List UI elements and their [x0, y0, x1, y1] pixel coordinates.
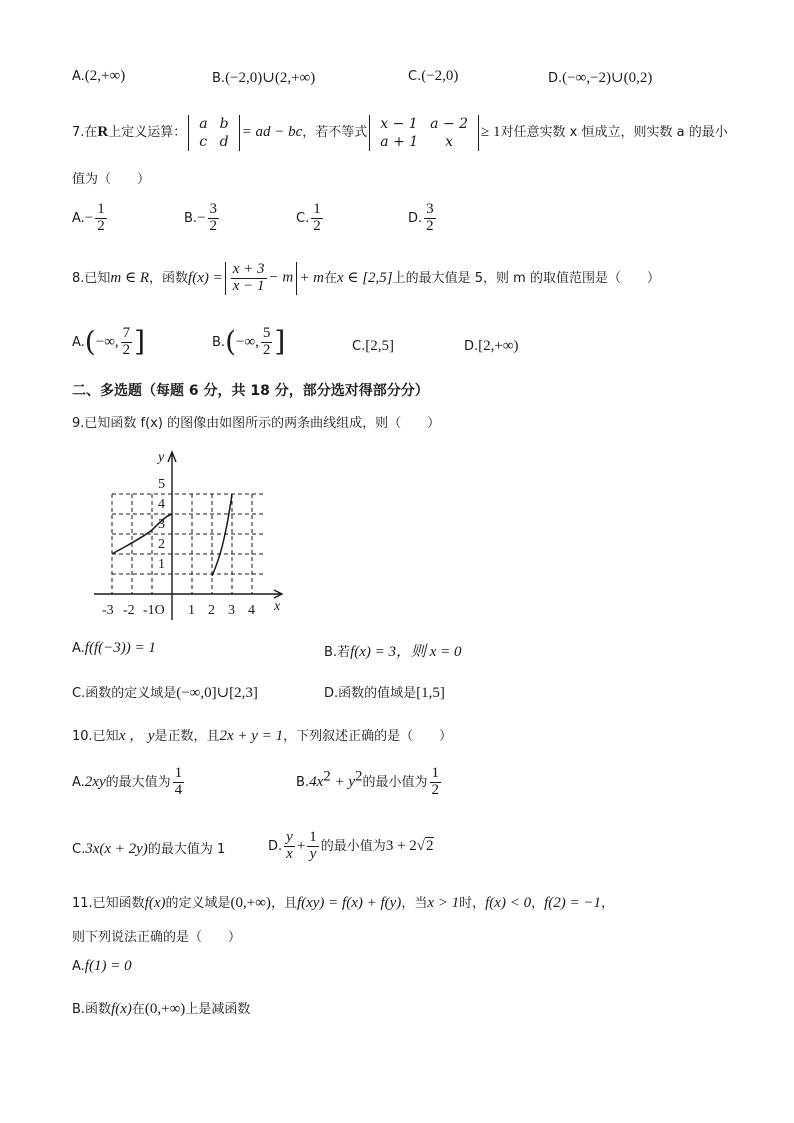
q7-option-b-frac: $\frac{3}{2}$ [209, 201, 218, 234]
q9-option-b-label: B.若 [324, 645, 351, 660]
q7-option-a-frac: $\frac{1}{2}$ [97, 201, 105, 234]
q9-option-a-expr: f(f(−3)) = 1 [84, 640, 156, 656]
q9-option-a-label: A. [72, 641, 85, 656]
q7-mid: ，若不等式 [302, 125, 368, 140]
q10-option-a-frac: $\frac{1}{4}$ [174, 765, 183, 798]
q7-eq: = ad − bc [241, 124, 303, 140]
q10-option-d-label: D. [268, 838, 283, 854]
q7-option-a-label: A. [72, 210, 85, 226]
q9-x-tick: 4 [248, 603, 255, 618]
q10-condition: 2x + y = 1 [219, 728, 284, 744]
q8-m-in-R: m ∈ R [110, 269, 150, 286]
q7-set-R: R [97, 124, 109, 140]
q6-option-c-expr: (−2,0) [421, 68, 459, 84]
q7-define: 上定义运算： [108, 125, 187, 140]
q7-option-b-label: B. [184, 210, 198, 226]
q10-option-c-label: C. [72, 842, 86, 857]
q10-option-b-frac: $\frac{1}{2}$ [431, 765, 440, 798]
q9-y-tick: 3 [158, 517, 165, 532]
q9-option-d-expr: [1,5] [416, 685, 445, 701]
q7-option-c-frac: $\frac{1}{2}$ [313, 201, 321, 234]
q8-abs: $\frac{x + 3}{x - 1}$ − m [225, 262, 298, 295]
q10-option-a-label: A. [72, 774, 85, 790]
q7-tail: 对任意实数 x 恒成立，则实数 a 的最小 [500, 125, 728, 140]
q7-determinant: a b c d [188, 115, 239, 151]
q8-interval: x ∈ [2,5] [336, 269, 393, 286]
q8-option-a-label: A. [72, 334, 85, 350]
q9-option-c-expr: (−∞,0]∪[2,3] [176, 685, 258, 701]
q6-option-d-expr: (−∞,−2)∪(0,2) [562, 70, 653, 86]
q9-x-tick: 2 [208, 603, 215, 618]
q8-fx: f(x) = [188, 269, 223, 286]
q9-option-b-expr: f(x) = 3，则 x = 0 [350, 644, 462, 660]
q6-option-d-label: D. [548, 71, 563, 86]
q6-option-a-expr: (2,+∞) [84, 68, 126, 84]
q9-y-tick: 2 [158, 537, 165, 552]
q8-option-d-label: D. [464, 339, 479, 354]
q10-option-b-label: B. [296, 774, 310, 790]
q9-y-tick: 4 [158, 497, 165, 512]
q7-option-d-label: D. [408, 210, 423, 226]
q9-x-tick: 3 [228, 603, 235, 618]
q7-ineq: ≥ 1 [481, 124, 501, 140]
q6-option-a-label: A. [72, 69, 85, 84]
q8-option-c-label: C. [352, 339, 366, 354]
q6-option-c-label: C. [408, 69, 422, 84]
q9-curve-right [212, 494, 232, 576]
q9-option-d-label: D.函数的值域是 [324, 686, 417, 701]
q9-x-label: x [274, 599, 281, 614]
q6-option-b-expr: (−2,0)∪(2,+∞) [225, 70, 316, 86]
q9-x-tick: -2 [123, 603, 135, 618]
q9-option-c-label: C.函数的定义域是 [72, 686, 177, 701]
q9-y-tick: 1 [158, 557, 165, 572]
q7-prefix: 7.在 [72, 125, 98, 140]
q7-option-d-frac: $\frac{3}{2}$ [426, 201, 434, 234]
q9-x-tick: -3 [102, 603, 114, 618]
q9-x-tick: -1O [143, 603, 165, 618]
q9-y-tick: 5 [158, 477, 165, 492]
q9-graph [86, 448, 296, 624]
q9-x-tick: 1 [188, 603, 195, 618]
q8-option-b-label: B. [212, 334, 226, 350]
q6-option-b-label: B. [212, 71, 226, 86]
q9-y-label: y [158, 450, 165, 465]
q9-grid [112, 494, 266, 594]
q7-option-c-label: C. [296, 210, 310, 226]
q7-inequality-matrix: x − 1 a − 2 a + 1 x [369, 115, 479, 151]
